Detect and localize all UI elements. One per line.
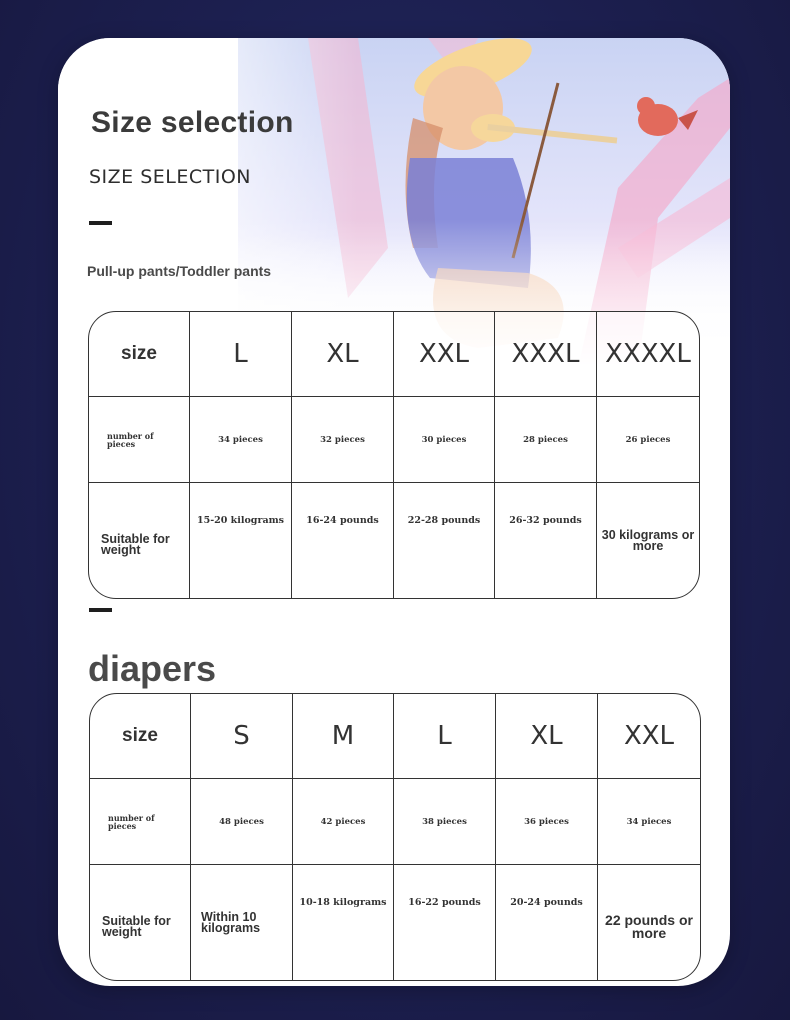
pieces-header: number of pieces [89,397,190,483]
weight-cell: 22 pounds or more [605,911,693,941]
divider-dash [89,221,112,225]
table-row [89,397,699,483]
table-row [90,779,700,865]
divider-dash [89,608,112,612]
diapers-size-table [89,693,701,981]
pullups-size-table [88,311,700,599]
pieces-cell: 26 pieces [597,397,699,483]
pieces-cell: 38 pieces [394,779,496,865]
size-cell: XL [292,312,394,397]
weight-cell: 15-20 kilograms [190,483,292,598]
size-cell: XXL [598,694,700,779]
size-cell: L [190,312,292,397]
size-cell: M [293,694,394,779]
size-cell: XXXL [495,312,597,397]
section-label-diapers: diapers [88,648,217,689]
pieces-cell: 28 pieces [495,397,597,483]
pieces-cell: 34 pieces [598,779,700,865]
table-row [89,312,699,397]
size-header: size [90,694,191,779]
size-card [58,38,730,986]
size-cell: XL [496,694,598,779]
table-row [90,865,700,980]
table-row [89,483,699,598]
page-subtitle: SIZE SELECTION [89,166,252,188]
page-title: Size selection [91,106,294,139]
pieces-cell: 48 pieces [191,779,293,865]
size-cell: XXL [394,312,495,397]
weight-cell: 16-22 pounds [394,865,496,980]
size-header: size [89,312,190,397]
size-cell: XXXXL [597,312,699,397]
pieces-cell: 42 pieces [293,779,394,865]
pieces-header: number of pieces [90,779,191,865]
weight-header: Suitable for weight [90,865,191,980]
weight-cell: 20-24 pounds [496,865,598,980]
size-cell: S [191,694,293,779]
weight-cell: 30 kilograms or more [601,527,695,553]
pieces-cell: 32 pieces [292,397,394,483]
weight-cell: 10-18 kilograms [293,865,394,980]
pieces-cell: 30 pieces [394,397,495,483]
weight-cell: 26-32 pounds [495,483,597,598]
weight-header: Suitable for weight [89,483,190,598]
weight-cell: Within 10 kilograms [191,865,293,980]
section-label-pullups: Pull-up pants/Toddler pants [87,263,272,279]
pieces-cell: 36 pieces [496,779,598,865]
table-row [90,694,700,779]
weight-cell: 22-28 pounds [394,483,495,598]
pieces-cell: 34 pieces [190,397,292,483]
size-cell: L [394,694,496,779]
weight-cell: 16-24 pounds [292,483,394,598]
